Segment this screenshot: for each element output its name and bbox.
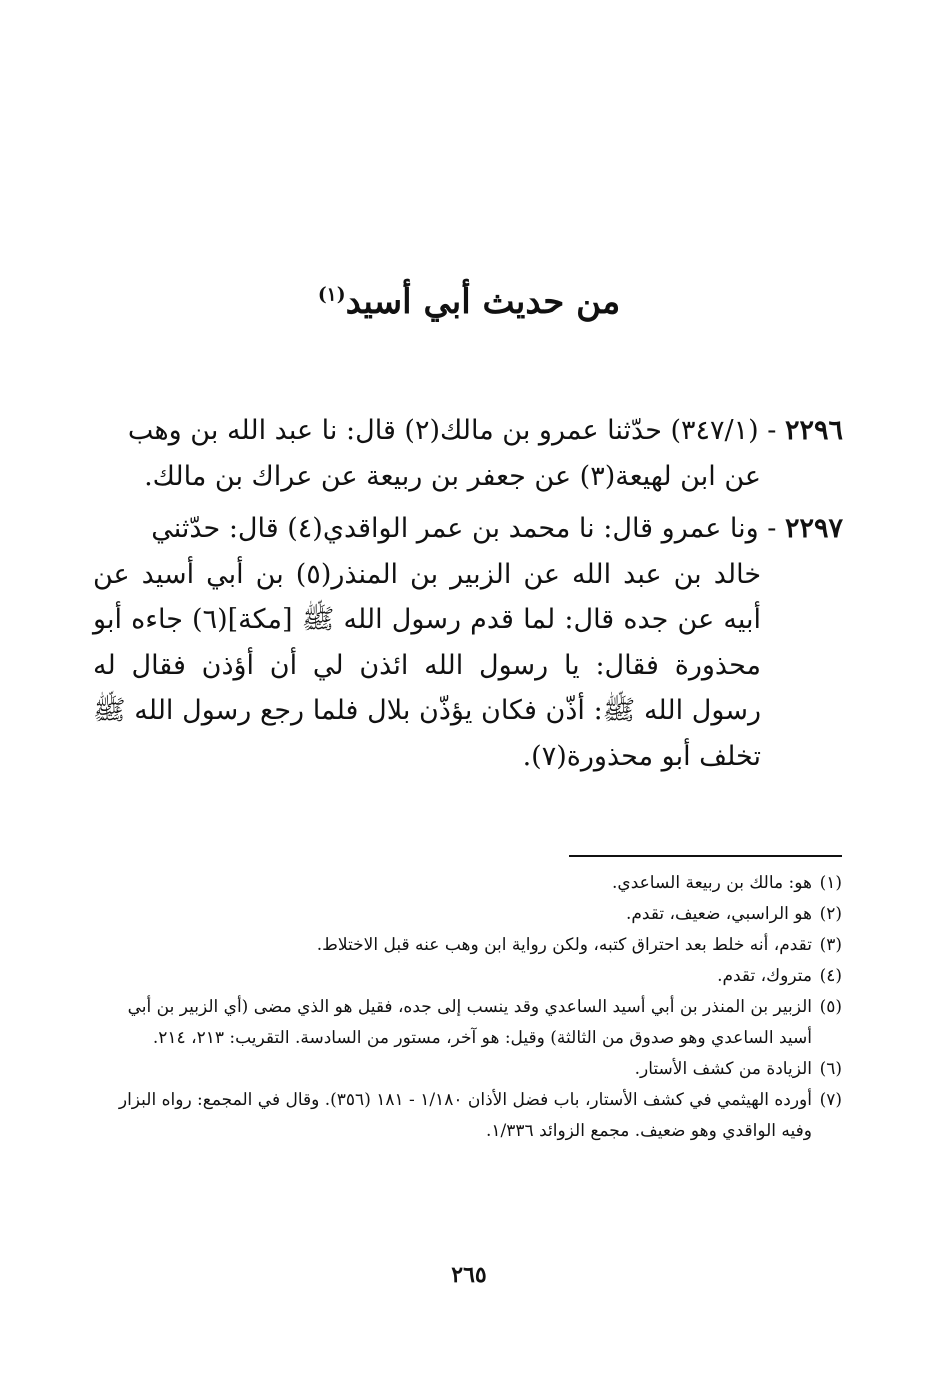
section-title-text: من حديث أبي أسيد (345, 282, 621, 322)
hadith-2297 (93, 506, 843, 779)
footnote-separator (569, 855, 842, 857)
footnote-item (97, 930, 842, 961)
footnote-number: (٦) (819, 1059, 842, 1079)
hadith-text: عن ابن لهيعة(٣) عن جعفر بن ربيعة عن عراك بن مالك. (144, 460, 761, 492)
footnote-text: أورده الهيثمي في كشف الأستار، باب فضل الأذان ١/١٨٠ - ١٨١ (٣٥٦). وقال في المجمع: رواه البزار وفيه الواقدي وهو ضعيف. مجمع الزوائد ١/٣٣٦. (118, 1090, 812, 1141)
footnote-item (97, 1085, 842, 1147)
footnote-item (97, 899, 842, 930)
footnote-item (97, 961, 842, 992)
footnote-item (97, 1054, 842, 1085)
footnote-number: (٣) (819, 935, 842, 955)
footnote-number: (٧) (819, 1090, 842, 1110)
title-footnote-ref: (١) (317, 283, 346, 306)
footnote-number: (١) (819, 873, 842, 893)
footnote-item (97, 868, 842, 899)
hadith-first-line: - (٣٤٧/١) حدّثنا عمرو بن مالك(٢) قال: نا عبد الله بن وهب (127, 415, 777, 446)
footnote-text: الزبير بن المنذر بن أبي أسيد الساعدي وقد ينسب إلى جده، فقيل هو الذي مضى (أي الزبير بن أبي أسيد الساعدي وهو صدوق من الثالثة) وقيل: هو آخر، مستور من السادسة. التقريب: ٢١٣، ٢١٤. (127, 997, 812, 1048)
hadith-number: ٢٢٩٦ (784, 415, 843, 446)
footnote-item (97, 992, 842, 1054)
hadith-2296 (93, 408, 843, 499)
footnote-text: الزيادة من كشف الأستار. (634, 1059, 812, 1079)
footnote-text: هو الراسبي، ضعيف، تقدم. (625, 904, 812, 924)
footnote-number: (٤) (819, 966, 842, 986)
footnotes (97, 868, 842, 1147)
hadith-number: ٢٢٩٧ (784, 513, 843, 544)
hadith-first-line: - ونا عمرو قال: نا محمد بن عمر الواقدي(٤) قال: حدّثني (151, 513, 777, 544)
footnote-number: (٢) (819, 904, 842, 924)
page-number: ٢٦٥ (451, 1262, 487, 1288)
footnote-number: (٥) (819, 997, 842, 1017)
footnote-text: تقدم، أنه خلط بعد احتراق كتبه، ولكن رواية ابن وهب عنه قبل الاختلاط. (316, 935, 812, 955)
hadith-text: خالد بن عبد الله عن الزبير بن المنذر(٥) بن أبي أسيد عن أبيه عن جده قال: لما قدم رسول الله ﷺ [مكة](٦) جاءه أبو محذورة فقال: يا رسول الله ائذن لي أن أؤذن فقال له رسول الله ﷺ: أذّن فكان يؤذّن بلال فلما رجع رسول الله ﷺ تخلف أبو محذورة(٧). (93, 558, 762, 772)
section-title (0, 282, 938, 322)
footnote-text: متروك، تقدم. (717, 966, 812, 986)
footnote-text: هو: مالك بن ربيعة الساعدي. (612, 873, 812, 893)
